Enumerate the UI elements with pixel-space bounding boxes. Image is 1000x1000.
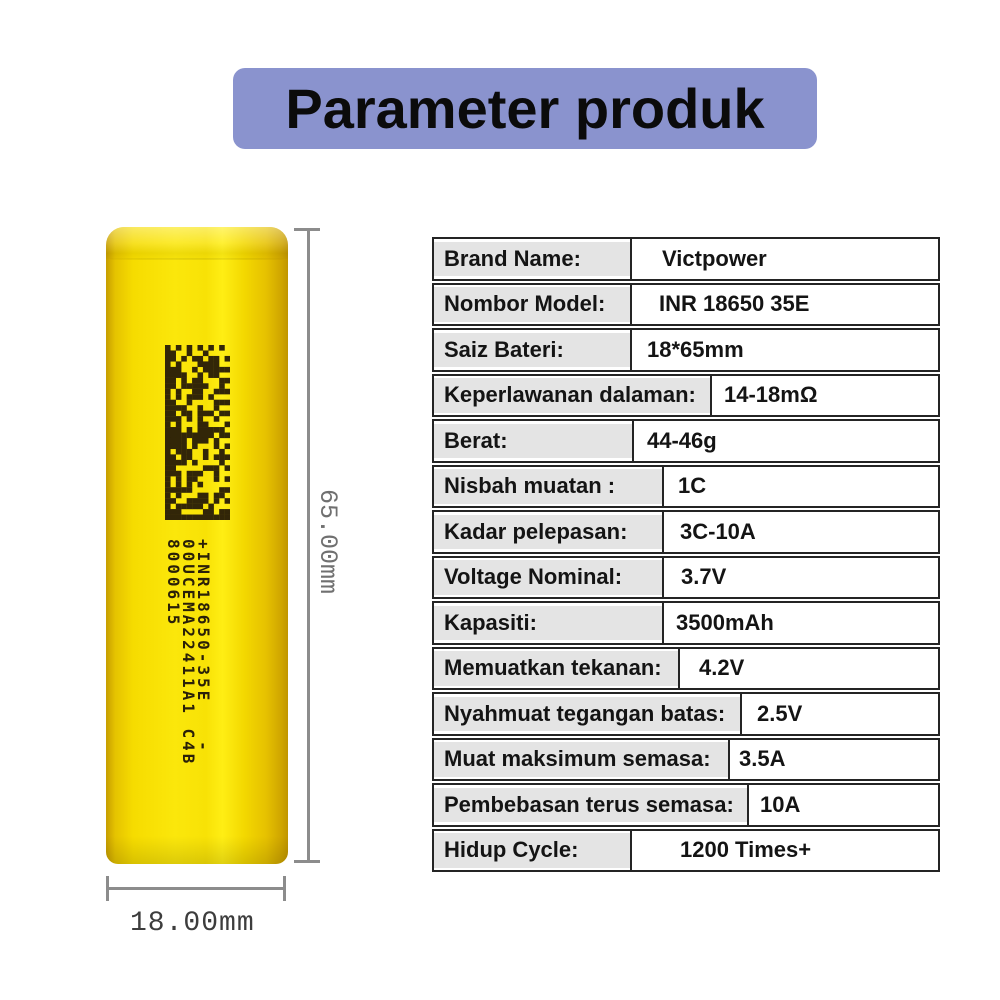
table-row [432, 374, 940, 418]
height-dimension-bottom-tick [294, 860, 320, 863]
row-label-text: Kadar pelepasan: [444, 518, 628, 544]
row-value: 2.5V [757, 700, 803, 726]
row-label [434, 421, 634, 461]
height-dimension-label: 65.00mm [313, 489, 342, 595]
row-label-text: Keperlawanan dalaman: [444, 382, 696, 408]
row-value: INR 18650 35E [659, 291, 810, 317]
row-label [434, 285, 632, 325]
row-label [434, 785, 749, 825]
table-row [432, 692, 940, 736]
row-label-text: Nisbah muatan : [444, 473, 616, 499]
table-row [432, 283, 940, 327]
table-row [432, 465, 940, 509]
width-dimension-left-tick [106, 876, 109, 901]
row-value: 18*65mm [647, 336, 744, 362]
row-value: 3.5A [739, 746, 786, 772]
row-value: 4.2V [699, 655, 745, 681]
title-banner [233, 68, 817, 149]
row-label-text: Brand Name: [444, 245, 581, 271]
battery-print-text [166, 539, 211, 774]
table-row [432, 510, 940, 554]
table-row [432, 237, 940, 281]
row-label [434, 603, 664, 643]
row-label-text: Kapasiti: [444, 609, 537, 635]
row-label-text: Muat maksimum semasa: [444, 746, 711, 772]
row-label-text: Memuatkan tekanan: [444, 655, 662, 681]
row-value: 1200 Times+ [680, 837, 812, 863]
table-row [432, 738, 940, 782]
table-row [432, 647, 940, 691]
row-value: 3.7V [681, 564, 727, 590]
row-value: 3C-10A [680, 518, 756, 544]
page-title: Parameter produk [285, 77, 765, 140]
row-label-text: Saiz Bateri: [444, 336, 564, 362]
table-row [432, 601, 940, 645]
row-label-text: Voltage Nominal: [444, 564, 623, 590]
width-dimension-line [108, 887, 285, 890]
table-row [432, 783, 940, 827]
table-row [432, 829, 940, 873]
row-label [434, 831, 632, 871]
width-dimension-label: 18.00mm [130, 908, 255, 939]
height-dimension-line [307, 230, 310, 862]
height-dimension-top-tick [294, 228, 320, 231]
width-dimension-right-tick [283, 876, 286, 901]
row-label-text: Berat: [444, 427, 508, 453]
row-label [434, 649, 680, 689]
row-label [434, 330, 632, 370]
battery-print-line: 8000615 [164, 539, 183, 628]
row-value: 3500mAh [676, 609, 774, 635]
row-label [434, 740, 730, 780]
row-label-text: Hidup Cycle: [444, 837, 579, 863]
battery-bottom-shade [106, 836, 288, 864]
table-row [432, 556, 940, 600]
table-row [432, 419, 940, 463]
data-matrix-barcode-icon [165, 345, 230, 520]
battery-print-line: 00UCEMA22411A1 C4B [179, 539, 198, 767]
row-value: Victpower [662, 245, 767, 271]
row-value: 10A [760, 791, 801, 817]
row-label [434, 239, 632, 279]
row-label [434, 694, 742, 734]
row-value: 14-18mΩ [724, 382, 818, 408]
battery-cap-seam [110, 258, 284, 260]
row-label-text: Nombor Model: [444, 291, 606, 317]
battery-top-cap [106, 227, 288, 259]
row-value: 1C [678, 473, 707, 499]
row-label [434, 558, 664, 598]
row-label-text: Pembebasan terus semasa: [444, 791, 734, 817]
row-label [434, 512, 664, 552]
table-row [432, 328, 940, 372]
row-value: 44-46g [647, 427, 717, 453]
spec-table [432, 237, 940, 874]
row-label-text: Nyahmuat tegangan batas: [444, 700, 726, 726]
row-label [434, 376, 712, 416]
row-label [434, 467, 664, 507]
battery-print-line: +INR18650-35E - [194, 539, 213, 754]
